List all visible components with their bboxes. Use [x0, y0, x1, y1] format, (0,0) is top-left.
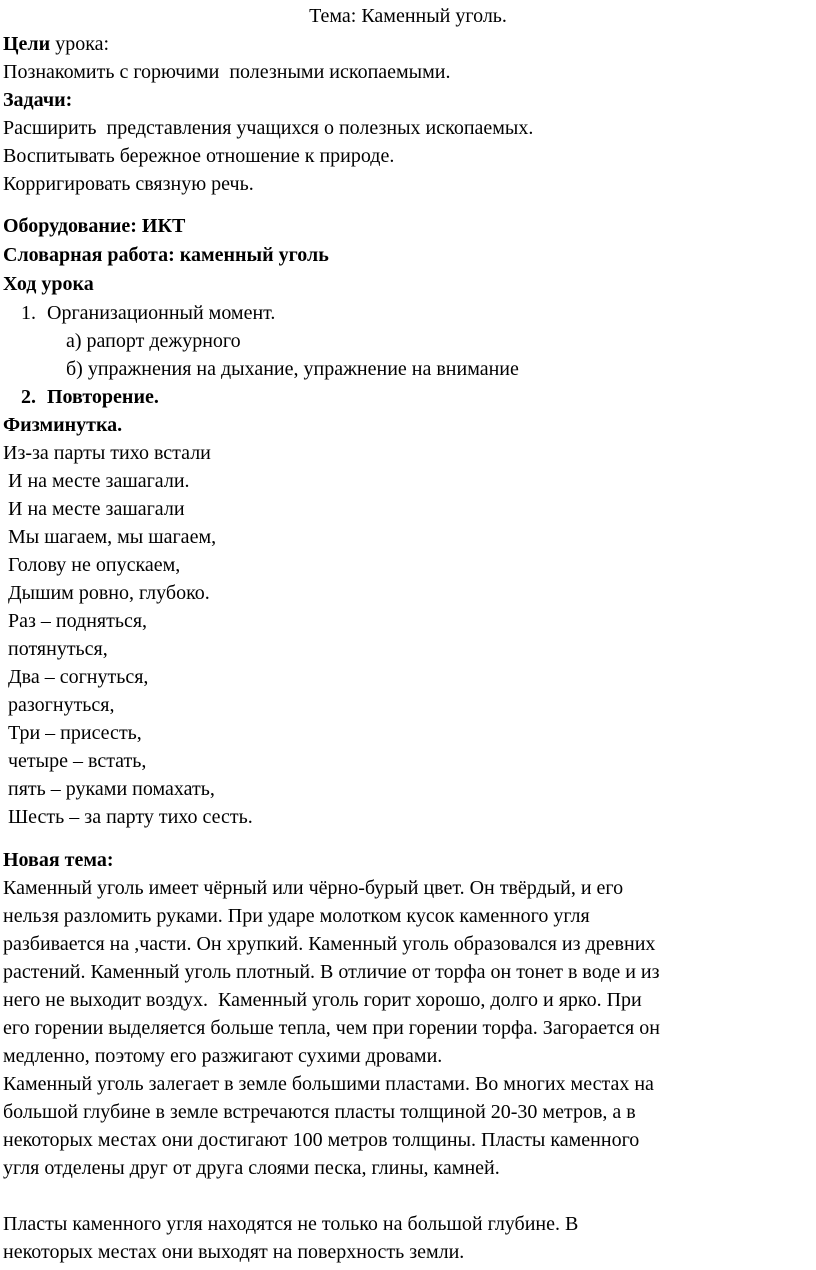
poem-line: Из-за парты тихо встали: [3, 442, 211, 464]
new-topic-heading: Новая тема:: [3, 849, 114, 871]
step-text: Организационный момент.: [47, 302, 276, 324]
goals-heading: Цели: [3, 33, 51, 55]
goals-text: Познакомить с горючими полезными ископаемыми.: [3, 61, 451, 83]
poem-line: Дышим ровно, глубоко.: [3, 582, 210, 604]
physical-heading: Физминутка.: [3, 414, 123, 436]
poem-line: Голову не опускаем,: [3, 554, 181, 576]
paragraph-line: него не выходит воздух. Каменный уголь горит хорошо, долго и ярко. При: [3, 989, 642, 1011]
paragraph-line: Каменный уголь имеет чёрный или чёрно-бурый цвет. Он твёрдый, и его: [3, 877, 624, 899]
lesson-step-1a: а) рапорт дежурного: [66, 330, 241, 352]
tasks-heading: Задачи:: [3, 89, 73, 111]
paragraph-line: некоторых местах они достигают 100 метров толщины. Пласты каменного: [3, 1129, 640, 1151]
paragraph-line: большой глубине в земле встречаются пласты толщиной 20-30 метров, а в: [3, 1101, 636, 1123]
task-item: Расширить представления учащихся о полезных ископаемых.: [3, 117, 534, 139]
task-item: Корригировать связную речь.: [3, 173, 254, 195]
poem-line: Три – присесть,: [3, 722, 142, 744]
step-number: 1.: [21, 302, 36, 324]
step-text: Повторение.: [47, 386, 159, 408]
page-title: Тема: Каменный уголь.: [309, 5, 507, 27]
poem-line: потянуться,: [3, 638, 108, 660]
paragraph-line: нельзя разломить руками. При ударе молотком кусок каменного угля: [3, 905, 590, 927]
paragraph-line: растений. Каменный уголь плотный. В отличие от торфа он тонет в воде и из: [3, 961, 660, 983]
poem-line: Мы шагаем, мы шагаем,: [3, 526, 217, 548]
paragraph-line: медленно, поэтому его разжигают сухими дровами.: [3, 1045, 443, 1067]
step-number: 2.: [21, 386, 36, 408]
equipment-line: Оборудование: ИКТ: [3, 215, 186, 237]
poem-line: пять – руками помахать,: [3, 778, 215, 800]
paragraph-line: разбивается на ,части. Он хрупкий. Каменный уголь образовался из древних: [3, 933, 656, 955]
poem-line: Два – согнуться,: [3, 666, 149, 688]
lesson-step-1: [0, 301, 275, 325]
lesson-heading: Ход урока: [3, 273, 94, 295]
task-item: Воспитывать бережное отношение к природе.: [3, 145, 395, 167]
poem-line: разогнуться,: [3, 694, 115, 716]
paragraph-line: Каменный уголь залегает в земле большими пластами. Во многих местах на: [3, 1073, 654, 1095]
poem-line: И на месте зашагали.: [3, 470, 190, 492]
poem-line: И на месте зашагали: [3, 498, 185, 520]
paragraph-line: его горении выделяется больше тепла, чем при горении торфа. Загорается он: [3, 1017, 660, 1039]
goals-heading-rest: урока:: [50, 33, 110, 55]
poem-line: четыре – встать,: [3, 750, 147, 772]
poem-line: Раз – подняться,: [3, 610, 148, 632]
paragraph-line: некоторых местах они выходят на поверхность земли.: [3, 1241, 465, 1263]
lesson-step-1b: б) упражнения на дыхание, упражнение на внимание: [66, 358, 519, 380]
poem-line: Шесть – за парту тихо сесть.: [3, 806, 253, 828]
vocabulary-line: Словарная работа: каменный уголь: [3, 244, 329, 266]
paragraph-line: угля отделены друг от друга слоями песка, глины, камней.: [3, 1157, 500, 1179]
paragraph-line: Пласты каменного угля находятся не только на большой глубине. В: [3, 1213, 579, 1235]
lesson-step-2: [0, 385, 159, 409]
goals-heading-line: [3, 32, 109, 56]
